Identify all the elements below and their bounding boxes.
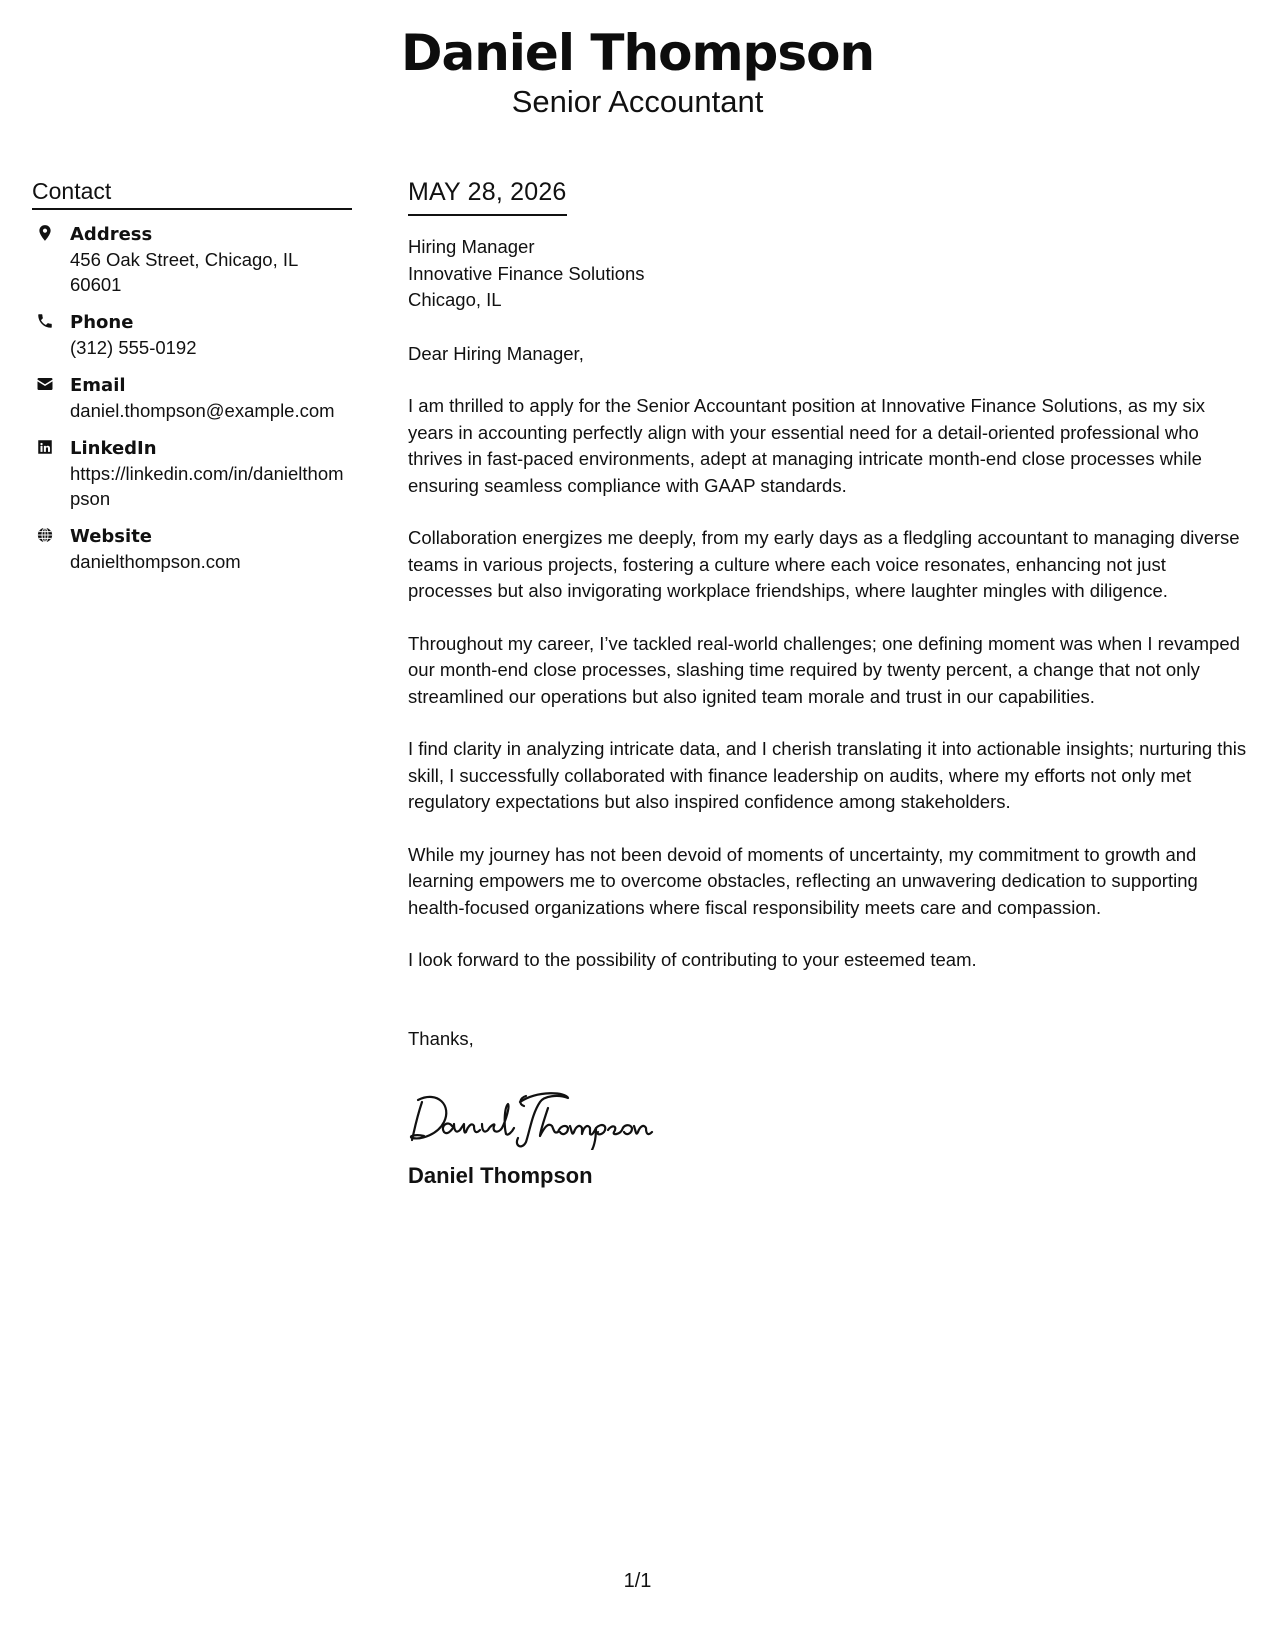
address-value: 456 Oak Street, Chicago, IL 60601 — [70, 249, 298, 295]
salutation: Dear Hiring Manager, — [408, 342, 584, 364]
contact-label: Website — [70, 526, 153, 547]
letter-paragraph: While my journey has not been devoid of moments of uncertainty, my commitment to growth and learning empowers me to overcome obstacles, reflecting an unwavering dedication to supporting health-focused organizations where fiscal responsibility meets care and compassion. — [408, 843, 1198, 918]
contact-item-phone — [32, 310, 352, 360]
contact-item-address — [32, 222, 352, 297]
signer-name: Daniel Thompson — [408, 1163, 593, 1188]
recipient-block — [408, 234, 1250, 314]
letter-paragraph: Throughout my career, I’ve tackled real-world challenges; one defining moment was when I revamped our month-end close processes, slashing time required by twenty percent, a change that not only streamlined our operations but also ignited team morale and trust in our capabilities. — [408, 632, 1240, 707]
globe-icon — [36, 526, 54, 544]
linkedin-icon — [36, 438, 54, 456]
recipient-line: Innovative Finance Solutions — [408, 262, 645, 284]
handwritten-signature — [408, 1080, 1250, 1150]
phone-icon — [36, 312, 54, 330]
email-value[interactable]: daniel.thompson@example.com — [70, 400, 335, 421]
recipient-line: Chicago, IL — [408, 289, 502, 310]
letter-paragraph: I find clarity in analyzing intricate data, and I cherish translating it into actionable insights; nurturing this skill, I successfully collaborated with finance leadership on audits, where my efforts not only met regulatory expectations but also inspired confidence among stakeholders. — [408, 738, 1247, 812]
recipient-line: Hiring Manager — [408, 236, 535, 257]
contact-item-linkedin — [32, 436, 352, 511]
letter-paragraph: I am thrilled to apply for the Senior Accountant position at Innovative Finance Solutions, as my six years in accounting perfectly align with your essential need for a detail-oriented professional who thrives in fast-paced environments, adept at managing intricate month-end close processes while ensuring seamless compliance with GAAP standards. — [408, 395, 1205, 496]
contact-label: Address — [70, 224, 153, 245]
website-value[interactable]: danielthompson.com — [70, 551, 241, 572]
contact-item-email — [32, 373, 352, 423]
letter-body — [408, 176, 1250, 1190]
contact-label: Email — [70, 375, 126, 396]
closing: Thanks, — [408, 1027, 474, 1049]
letter-date: MAY 28, 2026 — [408, 176, 567, 216]
map-pin-icon — [36, 224, 54, 242]
applicant-name: Daniel Thompson — [400, 24, 875, 82]
contact-heading: Contact — [32, 176, 352, 210]
contact-label: Phone — [70, 312, 134, 333]
contact-sidebar — [32, 176, 352, 587]
applicant-title: Senior Accountant — [511, 84, 764, 119]
phone-value: (312) 555-0192 — [70, 337, 197, 358]
letter-header — [0, 22, 1275, 120]
letter-paragraph: I look forward to the possibility of contributing to your esteemed team. — [408, 949, 977, 970]
contact-item-website — [32, 524, 352, 574]
envelope-icon — [36, 375, 54, 393]
linkedin-value[interactable]: https://linkedin.com/in/danielthompson — [70, 463, 344, 509]
page-number: 1/1 — [623, 1570, 652, 1592]
letter-paragraph: Collaboration energizes me deeply, from my early days as a fledgling accountant to managing diverse teams in various projects, fostering a culture where each voice resonates, enhancing not just processes but also invigorating workplace friendships, where laughter mingles with diligence. — [408, 527, 1240, 601]
contact-label: LinkedIn — [70, 438, 157, 459]
